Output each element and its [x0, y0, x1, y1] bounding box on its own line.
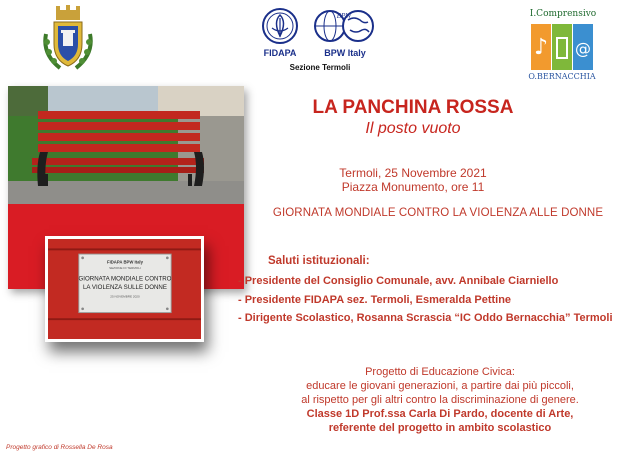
saluti-heading: Saluti istituzionali: — [268, 255, 370, 267]
municipal-crest-icon — [40, 4, 96, 74]
saluti-item: - Dirigente Scolastico, Rosanna Scrascia “IC Oddo Bernacchia” Termoli — [238, 312, 613, 324]
saluti-list — [238, 275, 643, 331]
svg-text:♪: ♪ — [533, 35, 549, 60]
fidapa-label: FIDAPA — [263, 48, 297, 58]
bpw-logo-text: BPW — [336, 12, 352, 20]
svg-text:@: @ — [575, 39, 591, 58]
sezione-label: Sezione Termoli — [289, 63, 351, 72]
graphic-credit: Progetto grafico di Rossella De Rosa — [6, 444, 113, 451]
progetto-line: al rispetto per gli altri contro la discriminazione di genere. — [301, 394, 579, 406]
event-subtitle: Il posto vuoto — [365, 120, 461, 137]
plaque-line1: GIORNATA MONDIALE CONTRO — [78, 275, 172, 283]
event-headline: GIORNATA MONDIALE CONTRO LA VIOLENZA ALLE DONNE — [272, 207, 604, 219]
school-top-label: I.Comprensivo — [529, 9, 597, 19]
school-music-art-icon — [531, 24, 593, 70]
progetto-line: Progetto di Educazione Civica: — [365, 366, 515, 378]
event-date: Termoli, 25 Novembre 2021 — [339, 166, 487, 180]
progetto-line: educare le giovani generazioni, a partire dai più piccoli, — [306, 380, 574, 392]
event-place: Piazza Monumento, ore 11 — [341, 180, 485, 194]
progetto-line: referente del progetto in ambito scolastico — [328, 422, 552, 434]
progetto-line: Classe 1D Prof.ssa Carla Di Pardo, docente di Arte, — [306, 408, 574, 420]
plaque-date: 25 NOVEMBRE 2020 — [110, 294, 140, 299]
event-dateline — [258, 166, 568, 194]
event-title: LA PANCHINA ROSSA — [312, 97, 514, 118]
saluti-item: - Presidente FIDAPA sez. Termoli, Esmeralda Pettine — [238, 293, 512, 306]
bpw-label: BPW Italy — [324, 48, 366, 58]
bpw-globe-icon — [312, 6, 376, 46]
plaque-line2: LA VIOLENZA SULLE DONNE — [83, 284, 167, 291]
plaque-photo — [45, 236, 204, 342]
fidapa-emblem-icon — [258, 6, 302, 46]
plaque-sub: SEZIONE DI TERMOLI — [109, 266, 141, 271]
saluti-item: - Presidente del Consiglio Comunale, avv. Annibale Ciarniello — [238, 275, 559, 287]
school-bottom-label: O.BERNACCHIA — [528, 72, 596, 81]
progetto-block — [240, 365, 640, 435]
plaque-header: FIDAPA BPW Italy — [107, 259, 143, 265]
